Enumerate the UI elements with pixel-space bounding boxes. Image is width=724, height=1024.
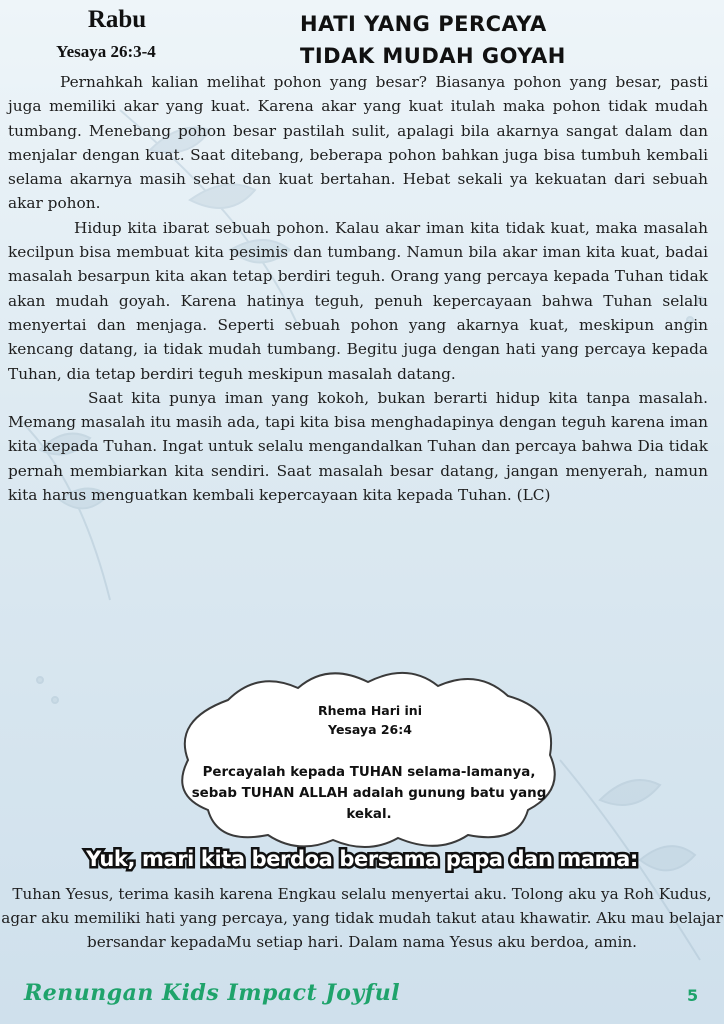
prayer-heading: Yuk, mari kita berdoa bersama papa dan mama: (86, 847, 638, 871)
footer-brand: Renungan Kids Impact Joyful (24, 980, 401, 1006)
devotion-paragraph-2: Hidup kita ibarat sebuah pohon. Kalau akar iman kita tidak kuat, maka masalah kecilpun bisa membuat kita pesimis dan tumbang. Namun bila akar iman kita kuat, badai masalah besarpun kita akan tetap berdiri teguh. Orang yang percaya kepada Tuhan tidak akan mudah goyah. Karena hatinya teguh, penuh kepercayaan bahwa Tuhan selalu menyertai dan menjaga. Seperti sebuah pohon yang akarnya kuat, meskipun angin kencang datang, ia tidak mudah tumbang. Begitu juga dengan hati yang percaya kepada Tuhan, dia tetap berdiri teguh meskipun masalah datang. (8, 218, 708, 383)
prayer-text: Tuhan Yesus, terima kasih karena Engkau selalu menyertai aku. Tolong aku ya Roh Kudus, agar aku memiliki hati yang percaya, yang tidak mudah takut atau khawatir. Aku mau belajar bersandar kepadaMu setiap hari. Dalam nama Yesus aku berdoa, amin. (1, 885, 723, 951)
devotion-paragraph-3: Saat kita punya iman yang kokoh, bukan berarti hidup kita tanpa masalah. Memang masalah itu masih ada, tapi kita bisa menghadapinya dengan teguh karena iman kita kepada Tuhan. Ingat untuk selalu mengandalkan Tuhan dan percaya bahwa Dia tidak pernah membiarkan kita sendiri. Saat masalah besar datang, jangan menyerah, namun kita harus menguatkan kembali kepercayaan kita kepada Tuhan. (LC) (8, 388, 708, 505)
title-line-2: TIDAK MUDAH GOYAH (300, 44, 566, 68)
devotion-paragraph-1: Pernahkah kalian melihat pohon yang besar? Biasanya pohon yang besar, pasti juga memiliki akar yang kuat. Karena akar yang kuat itulah maka pohon tidak mudah tumbang. Menebang pohon besar pastilah sulit, apalagi bila akarnya sangat dalam dan menjalar dengan kuat. Saat ditebang, beberapa pohon bahkan juga bisa tumbuh kembali selama akarnya masih sehat dan kuat bertahan. Hebat sekali ya kekuatan dari sebuah akar pohon. (8, 73, 708, 213)
title-line-1: HATI YANG PERCAYA (300, 12, 547, 36)
page-number: 5 (687, 986, 699, 1005)
rhema-label: Rhema Hari ini (318, 703, 422, 718)
rhema-verse-text: Percayalah kepada TUHAN selama-lamanya, sebab TUHAN ALLAH adalah gunung batu yang kekal. (191, 765, 547, 822)
day-label: Rabu (87, 6, 147, 33)
devotion-body (8, 70, 708, 507)
rhema-reference: Yesaya 26:4 (328, 722, 412, 737)
page-title (300, 8, 600, 72)
verse-reference: Yesaya 26:3-4 (56, 42, 156, 61)
